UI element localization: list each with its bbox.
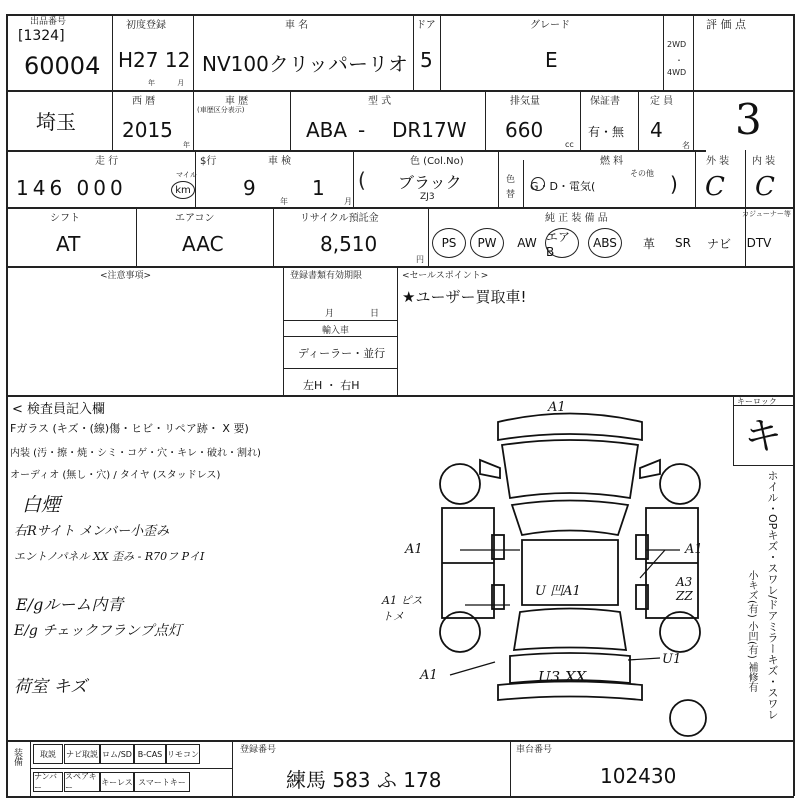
warranty-label: 保証書 — [590, 96, 620, 107]
mark-left-rear: A1 ピストメ — [382, 594, 423, 623]
fuel-text: G・D・電気( — [530, 180, 596, 193]
grade-4wd: 4WD — [667, 68, 687, 77]
bottom-tag: ロム/SD — [100, 744, 134, 764]
mark-roof: U 凹A1 — [535, 584, 581, 599]
equipment-item: PS — [432, 228, 466, 258]
side-label: 装備 — [12, 748, 22, 766]
bottom-tag: リモコン — [166, 744, 200, 764]
capacity-unit: 名 — [682, 141, 690, 150]
reg-doc-month: 月 — [325, 309, 335, 319]
first-reg-value: H27 12 — [118, 48, 191, 72]
inspection-year-unit: 年 — [280, 197, 288, 206]
hand-note-1: 白煙 — [22, 494, 61, 516]
fuel-close: ) — [670, 172, 678, 196]
model-year-unit: 年 — [183, 141, 190, 149]
inspection-year: 9 — [243, 176, 256, 200]
interior-label: 内 装 — [752, 156, 776, 167]
equipment-item: SR — [675, 236, 691, 250]
grade-value: E — [545, 48, 558, 72]
lot-number: 60004 — [24, 52, 101, 80]
shift-value: AT — [56, 232, 81, 256]
shift-label: シフト — [50, 213, 80, 224]
bottom-tag: B-CAS — [134, 744, 166, 764]
bottom-tag: ナンバー — [33, 772, 63, 792]
equipment-extra-label: カジューナー等 — [742, 210, 791, 218]
inspector-line-1: Fガラス (キズ・(線)傷・ヒビ・リペア跡・ X 要) — [10, 422, 249, 435]
aircon-value: AAC — [182, 232, 224, 256]
mark-right-front: A1 — [685, 542, 703, 557]
reg-number: 練馬 583 ふ 178 — [286, 768, 442, 792]
hand-note-5: E/g チェックフランプ点灯 — [14, 623, 182, 639]
diagram-windshield — [512, 501, 628, 536]
displacement-unit: cc — [565, 140, 574, 149]
exterior-grade: C — [705, 172, 725, 202]
bottom-tag: 取説 — [33, 744, 63, 764]
equipment-item: 革 — [642, 236, 655, 251]
grade-2wd: 2WD — [667, 40, 687, 49]
vertical-note: ホイル・OPキズ・スワレ/ドアミラーキズ・スワレ — [766, 470, 779, 720]
equipment-item: ナビ — [706, 236, 731, 251]
model-code: DR17W — [392, 118, 467, 142]
capacity-value: 4 — [650, 118, 663, 142]
bottom-tag: スペアキー — [64, 772, 100, 792]
reg-doc-label: 登録書類有効期限 — [290, 271, 363, 281]
color-label-a: 色 — [506, 175, 516, 185]
mark-rear: U3 XX — [538, 668, 587, 686]
inspector-line-3: オーディオ (無し・穴) / タイヤ (スタッドレス) — [10, 470, 221, 481]
diagram-rear-glass — [514, 609, 626, 651]
lot-label: 出品番号 — [30, 17, 67, 27]
inspection-month-unit: 月 — [344, 197, 352, 206]
hand-note-6: 荷室 キズ — [14, 677, 88, 697]
evaluation-score: 3 — [735, 95, 762, 144]
mileage-label: 走 行 — [95, 156, 119, 167]
diagram-wheel-lf — [440, 464, 480, 504]
mileage-mile: マイル — [176, 171, 197, 179]
mark-right-mid: A3 ZZ — [676, 575, 693, 603]
equipment-item: ABS — [588, 228, 622, 258]
color-label-b: 替 — [506, 190, 516, 200]
exterior-label: 外 装 — [706, 156, 730, 167]
keylock-mark: キ — [744, 414, 783, 458]
import-dealer: ディーラー・並行 — [298, 347, 386, 360]
bottom-tag: キーレス — [100, 772, 134, 792]
car-name: NV100クリッパーリオ — [202, 52, 408, 76]
selling-point: ★ユーザー買取車! — [402, 288, 527, 306]
mileage-unit-label: $行 — [200, 156, 217, 167]
hand-note-2: 右Rサイト メンバー小歪み — [14, 524, 170, 539]
car-diagram — [420, 400, 720, 740]
grade-label: グレード — [530, 20, 570, 31]
equipment-item: エアB — [545, 228, 579, 258]
fuel-other: その他 — [630, 169, 654, 178]
reg-number-label: 登録番号 — [240, 745, 277, 755]
first-reg-label: 初度登録 — [126, 20, 166, 31]
keylock-label: キーロック — [737, 397, 777, 406]
mark-right-bottom: U1 — [662, 652, 682, 667]
equipment-label: 純 正 装 備 品 — [545, 213, 608, 224]
mileage-km-circle: km — [171, 181, 195, 199]
inspector-line-2: 内装 (汚・擦・焼・シミ・コゲ・穴・キレ・破れ・割れ) — [10, 448, 261, 459]
equipment-item: DTV — [746, 236, 772, 250]
color-name: ブラック — [398, 173, 462, 192]
selling-point-label: <セールスポイント> — [402, 271, 489, 281]
mark-left-front: A1 — [405, 542, 423, 557]
warranty-value: 有・無 — [588, 125, 625, 139]
inspection-month: 1 — [312, 176, 325, 200]
chassis-number: 102430 — [600, 764, 677, 788]
mark-left-bottom: A1 — [420, 668, 438, 683]
chassis-label: 車台番号 — [516, 745, 553, 755]
doors-value: 5 — [420, 48, 433, 72]
equipment-item: PW — [470, 228, 504, 258]
evaluation-label: 評 価 点 — [706, 18, 746, 31]
prefecture: 埼玉 — [36, 110, 76, 134]
model-year-value: 2015 — [122, 118, 173, 142]
fuel-g-circle — [531, 177, 545, 191]
grade-dot: ・ — [675, 56, 683, 65]
history-sub: (車歴区分表示) — [197, 106, 245, 114]
model-year-label: 西 暦 — [132, 96, 156, 107]
displacement-label: 排気量 — [510, 96, 540, 107]
model-dash: - — [358, 118, 366, 142]
aircon-label: エアコン — [175, 213, 215, 224]
recycle-value: 8,510 — [320, 232, 378, 256]
recycle-label: リサイクル預託金 — [300, 213, 379, 224]
inspector-label: < 検査員記入欄 — [12, 402, 106, 417]
capacity-label: 定 員 — [650, 96, 674, 107]
displacement-value: 660 — [505, 118, 544, 142]
hand-note-4: E/gルーム内青 — [16, 595, 124, 614]
fuel-label: 燃 料 — [600, 156, 624, 167]
lot-code: [1324] — [18, 28, 65, 44]
diagram-spare-wheel — [670, 700, 706, 736]
diagram-wheel-rf — [660, 464, 700, 504]
mileage-value: 146 000 — [16, 176, 127, 200]
model-label: 型 式 — [368, 96, 392, 107]
color-code: ZJ3 — [420, 192, 435, 202]
first-reg-unit: 年 月 — [148, 79, 195, 87]
bottom-tag: スマートキー — [134, 772, 190, 792]
inspection-label: 車 検 — [268, 156, 292, 167]
mark-front: A1 — [548, 400, 566, 415]
import-label: 輸入車 — [322, 326, 350, 336]
reg-doc-day: 日 — [370, 309, 380, 319]
diagram-front-bumper — [498, 414, 642, 441]
import-handle: 左H ・ 右H — [303, 379, 360, 392]
notes-label: <注意事項> — [100, 271, 152, 281]
color-label: 色 (Col.No) — [410, 156, 464, 167]
vertical-note-2: 小キズ(有) 小凹(有) 補修有 — [746, 570, 757, 692]
doors-label: ドア — [416, 20, 436, 31]
recycle-unit: 円 — [416, 255, 424, 264]
hand-note-3: エントノパネル XX 歪み - R70フ PイI — [14, 550, 205, 563]
model-prefix: ABA — [306, 118, 348, 142]
bottom-tag: ナビ取説 — [64, 744, 100, 764]
car-name-label: 車 名 — [285, 20, 309, 31]
equipment-item: AW — [517, 236, 537, 250]
diagram-hood — [502, 440, 638, 498]
interior-grade: C — [755, 172, 775, 202]
history-label: 車 歴 — [225, 96, 249, 107]
